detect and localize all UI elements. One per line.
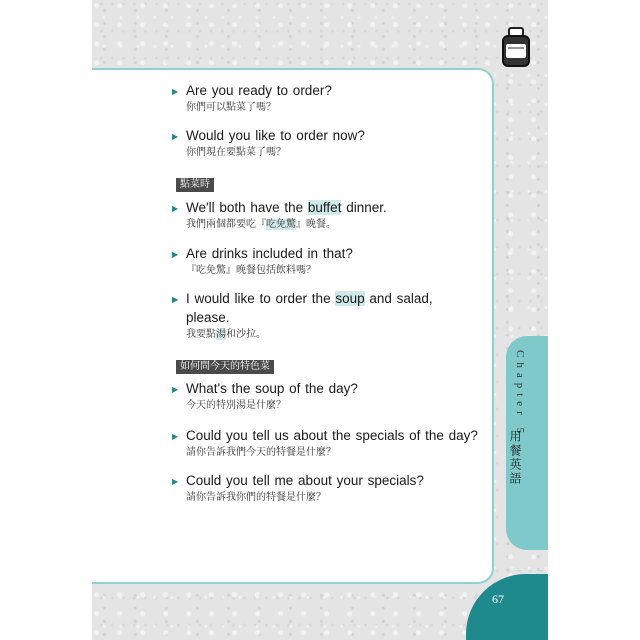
- highlight-word: soup: [335, 291, 365, 306]
- page-number: 67: [492, 592, 504, 606]
- chapter-title: 用餐英語: [508, 430, 522, 486]
- phrase-item: [186, 245, 353, 278]
- phrase-english: ▶ Are you ready to order?: [186, 82, 332, 100]
- section-label: 點菜時: [176, 178, 214, 192]
- phrase-chinese: 你們現在要點菜了嗎？: [186, 147, 286, 158]
- section-label: 如何問今天的特色菜: [176, 360, 274, 374]
- phrase-chinese: 『吃免驚』晚餐包括飲料嗎？: [186, 265, 316, 276]
- phrase-chinese: 我們兩個都要吃『吃免驚』晚餐。: [186, 219, 336, 230]
- phrase-item: [186, 290, 433, 342]
- phrase-english: ▶ I would like to order the soup and salad,: [186, 290, 433, 308]
- phrase-item: [186, 472, 424, 505]
- phrase-chinese: 今天的特別湯是什麼？: [186, 400, 286, 411]
- phrase-english-continued: ▶ please.: [186, 309, 433, 327]
- phrase-chinese: 你們可以點菜了嗎？: [186, 102, 276, 113]
- phrase-chinese: 我要點湯和沙拉。: [186, 329, 266, 340]
- phrase-item: [186, 82, 332, 115]
- phrase-english: ▶ Could you tell me about your specials?: [186, 472, 424, 490]
- phrase-item: [186, 427, 478, 460]
- phrase-english: ▶ We'll both have the buffet dinner.: [186, 199, 387, 217]
- food-container-icon: [500, 26, 532, 70]
- phrase-item: [186, 199, 387, 232]
- phrase-item: [186, 127, 365, 160]
- chapter-label: Chapter 5: [514, 350, 526, 439]
- highlight-word: buffet: [307, 200, 342, 215]
- phrase-item: [186, 380, 358, 413]
- phrase-chinese: 請你告訴我你們的特餐是什麼？: [186, 492, 326, 503]
- phrase-english: ▶ Are drinks included in that?: [186, 245, 353, 263]
- phrase-chinese: 請你告訴我們今天的特餐是什麼？: [186, 447, 336, 458]
- highlight-word: 吃免驚: [266, 219, 296, 230]
- highlight-word: 湯: [216, 329, 226, 340]
- phrase-english: ▶ Would you like to order now?: [186, 127, 365, 145]
- phrase-english: ▶ What's the soup of the day?: [186, 380, 358, 398]
- phrase-english: ▶ Could you tell us about the specials of the day?: [186, 427, 478, 445]
